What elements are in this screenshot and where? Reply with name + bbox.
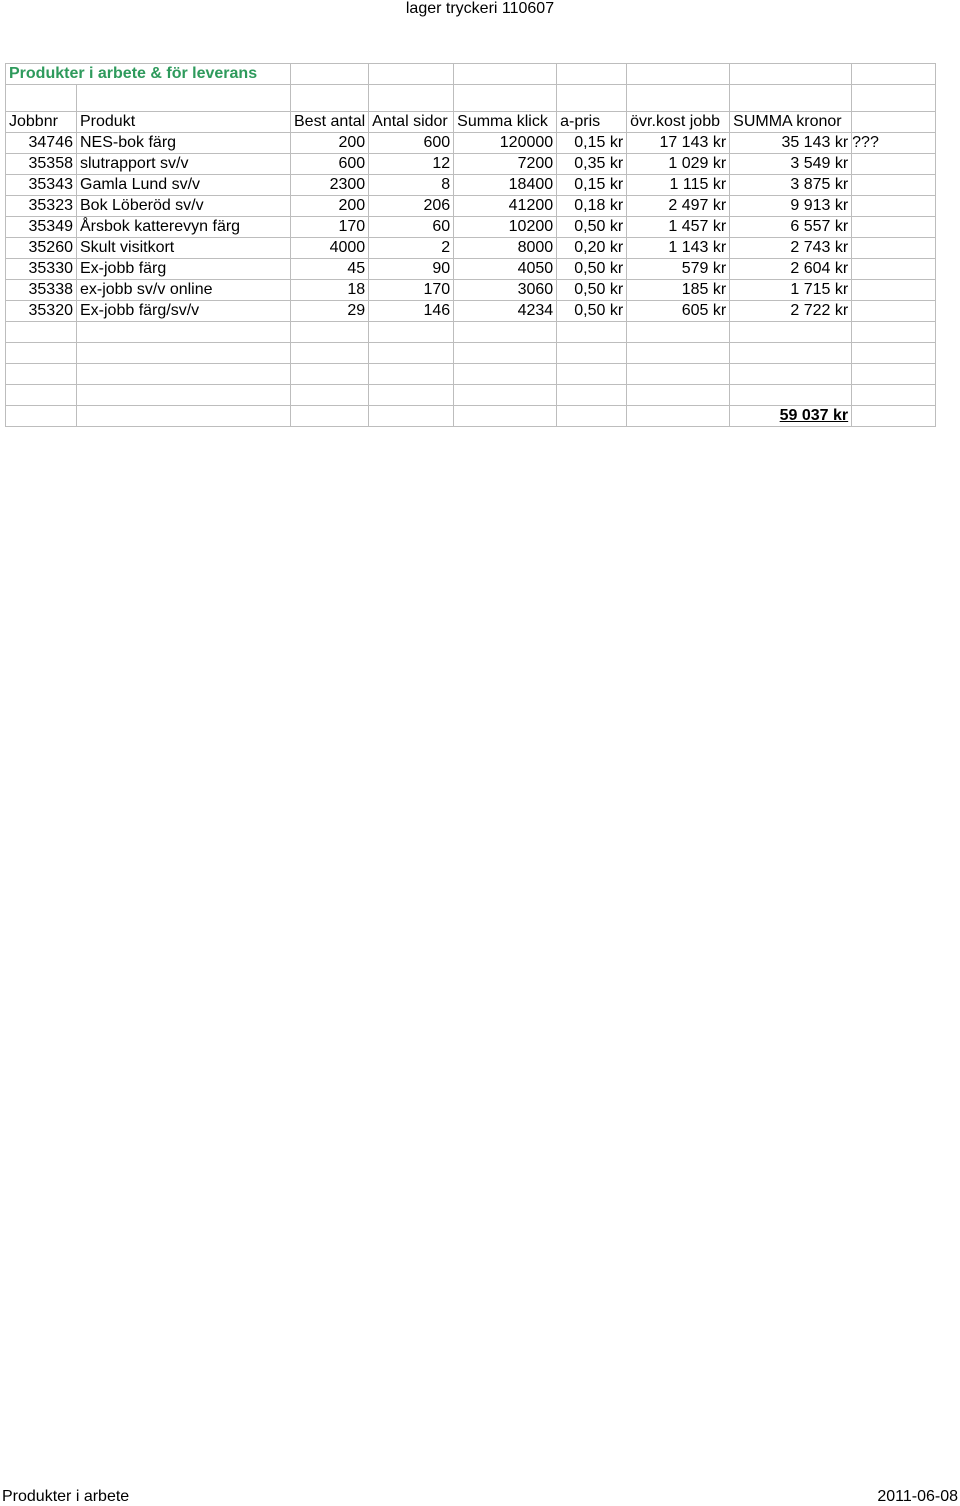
table-cell: 2 743 kr xyxy=(730,238,852,259)
table-cell: 9 913 kr xyxy=(730,196,852,217)
table-cell: 4234 xyxy=(454,301,557,322)
table-cell: 8000 xyxy=(454,238,557,259)
table-cell: Gamla Lund sv/v xyxy=(77,175,291,196)
table-cell: 4000 xyxy=(291,238,369,259)
column-header: a-pris xyxy=(557,112,627,133)
title-row xyxy=(6,64,936,85)
column-header-row xyxy=(6,112,936,133)
table-row xyxy=(6,259,936,280)
table-cell: 8 xyxy=(369,175,454,196)
section-title: Produkter i arbete & för leverans xyxy=(6,64,291,85)
footer-date: 2011-06-08 xyxy=(877,1488,958,1505)
column-header: Summa klick xyxy=(454,112,557,133)
column-header: SUMMA kronor xyxy=(730,112,852,133)
table-cell: 605 kr xyxy=(627,301,730,322)
table-cell: 600 xyxy=(291,154,369,175)
table-cell: 35358 xyxy=(6,154,77,175)
table-cell: 600 xyxy=(369,133,454,154)
table-cell: 0,50 kr xyxy=(557,259,627,280)
table-cell: 1 715 kr xyxy=(730,280,852,301)
table-cell: 0,50 kr xyxy=(557,217,627,238)
table-cell: 0,35 kr xyxy=(557,154,627,175)
table-cell: 2 xyxy=(369,238,454,259)
table-cell: 29 xyxy=(291,301,369,322)
table-cell: 200 xyxy=(291,196,369,217)
table-cell: 45 xyxy=(291,259,369,280)
empty-row xyxy=(6,364,936,385)
spreadsheet-table xyxy=(5,63,936,427)
table-cell: 3 549 kr xyxy=(730,154,852,175)
table-cell: 2 604 kr xyxy=(730,259,852,280)
page-header: lager tryckeri 110607 xyxy=(405,0,555,17)
table-cell: 1 457 kr xyxy=(627,217,730,238)
table-cell: slutrapport sv/v xyxy=(77,154,291,175)
table-cell: Ex-jobb färg/sv/v xyxy=(77,301,291,322)
table-cell: 35323 xyxy=(6,196,77,217)
table-cell: 7200 xyxy=(454,154,557,175)
table-cell: 0,15 kr xyxy=(557,175,627,196)
table-cell: 18400 xyxy=(454,175,557,196)
table-cell: 0,15 kr xyxy=(557,133,627,154)
table-cell: Skult visitkort xyxy=(77,238,291,259)
table-row xyxy=(6,196,936,217)
table-cell: 185 kr xyxy=(627,280,730,301)
table-cell: 1 115 kr xyxy=(627,175,730,196)
table-cell: 1 029 kr xyxy=(627,154,730,175)
empty-row xyxy=(6,343,936,364)
row-note: ??? xyxy=(852,133,936,154)
empty-row xyxy=(6,85,936,112)
empty-row xyxy=(6,385,936,406)
table-cell: 0,50 kr xyxy=(557,280,627,301)
table-cell: 2 497 kr xyxy=(627,196,730,217)
table-cell: 120000 xyxy=(454,133,557,154)
table-cell: 170 xyxy=(369,280,454,301)
table-cell: Årsbok katterevyn färg xyxy=(77,217,291,238)
table-cell: 579 kr xyxy=(627,259,730,280)
table-row xyxy=(6,238,936,259)
column-header: Jobbnr xyxy=(6,112,77,133)
table-cell: Bok Löberöd sv/v xyxy=(77,196,291,217)
table-cell: 34746 xyxy=(6,133,77,154)
table-cell: 200 xyxy=(291,133,369,154)
table-cell: 12 xyxy=(369,154,454,175)
column-header: Produkt xyxy=(77,112,291,133)
table-cell: 35260 xyxy=(6,238,77,259)
table-cell: 170 xyxy=(291,217,369,238)
table-row xyxy=(6,175,936,196)
empty-row xyxy=(6,322,936,343)
table-cell: 35330 xyxy=(6,259,77,280)
table-cell: ex-jobb sv/v online xyxy=(77,280,291,301)
table-cell: 0,20 kr xyxy=(557,238,627,259)
table-row xyxy=(6,301,936,322)
table-cell: 18 xyxy=(291,280,369,301)
table-cell: 2 722 kr xyxy=(730,301,852,322)
table-cell: 60 xyxy=(369,217,454,238)
table-cell: 6 557 kr xyxy=(730,217,852,238)
table-cell: 2300 xyxy=(291,175,369,196)
grand-total: 59 037 kr xyxy=(779,407,849,424)
table-row xyxy=(6,133,936,154)
table-cell: 90 xyxy=(369,259,454,280)
footer-sheet-name: Produkter i arbete xyxy=(2,1488,130,1505)
table-row xyxy=(6,154,936,175)
table-cell: 35338 xyxy=(6,280,77,301)
column-header: övr.kost jobb xyxy=(627,112,730,133)
table-cell: 0,18 kr xyxy=(557,196,627,217)
table-cell: 0,50 kr xyxy=(557,301,627,322)
table-cell: 3 875 kr xyxy=(730,175,852,196)
table-cell: 17 143 kr xyxy=(627,133,730,154)
table-cell: 4050 xyxy=(454,259,557,280)
table-cell: 1 143 kr xyxy=(627,238,730,259)
table-cell: 35349 xyxy=(6,217,77,238)
column-header: Best antal xyxy=(291,112,369,133)
table-cell: Ex-jobb färg xyxy=(77,259,291,280)
table-cell: 146 xyxy=(369,301,454,322)
column-header: Antal sidor xyxy=(369,112,454,133)
table-cell: 206 xyxy=(369,196,454,217)
table-cell: 35 143 kr xyxy=(730,133,852,154)
table-cell: 35343 xyxy=(6,175,77,196)
total-row xyxy=(6,406,936,427)
table-cell: NES-bok färg xyxy=(77,133,291,154)
table-cell: 41200 xyxy=(454,196,557,217)
table-row xyxy=(6,217,936,238)
table-cell: 3060 xyxy=(454,280,557,301)
table-cell: 35320 xyxy=(6,301,77,322)
table-cell: 10200 xyxy=(454,217,557,238)
table-row xyxy=(6,280,936,301)
